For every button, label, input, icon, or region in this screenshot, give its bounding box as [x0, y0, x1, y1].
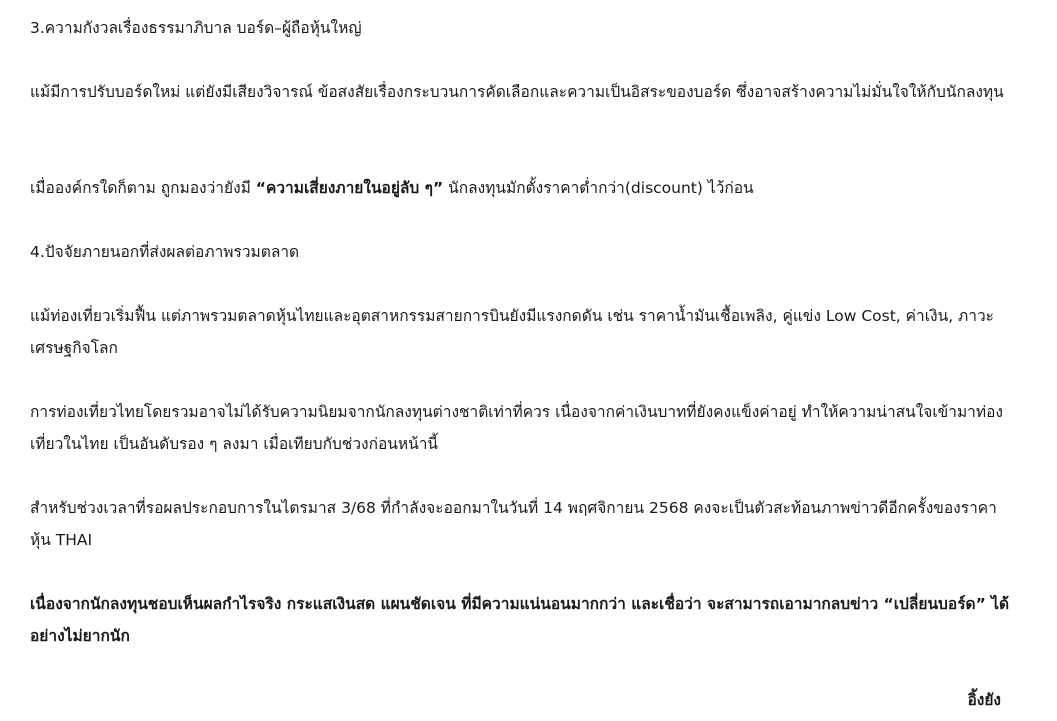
- author-signature: อิ้งยัง: [967, 691, 1001, 709]
- conclusion-paragraph: เนื่องจากนักลงทุนชอบเห็นผลกำไรจริง กระแสเงินสด แผนชัดเจน ที่มีความแน่นอนมากกว่า และเชื่อว่า จะสามารถเอามากลบข่าว “เปลี่ยนบอร์ด” ได้อย่างไม่ยากนัก: [30, 595, 1010, 645]
- internal-risk-emphasis: “ความเสี่ยงภายในอยู่ลับ ๆ”: [255, 179, 444, 197]
- board-concern-paragraph: แม้มีการปรับบอร์ดใหม่ แต่ยังมีเสียงวิจารณ์ ข้อสงสัยเรื่องกระบวนการคัดเลือกและความเป็นอิสระของบอร์ด ซึ่งอาจสร้างความไม่มั่นใจให้กับนักลงทุน: [30, 83, 1004, 101]
- tourism-paragraph: การท่องเที่ยวไทยโดยรวมอาจไม่ได้รับความนิยมจากนักลงทุนต่างชาติเท่าที่ควร เนื่องจากค่าเงินบาทที่ยังคงแข็งค่าอยู่ ทำให้ความน่าสนใจเข้ามาท่องเที่ยวในไทย เป็นอันดับรอง ๆ ลงมา เมื่อเทียบกับช่วงก่อนหน้านี้: [30, 403, 1003, 453]
- internal-risk-paragraph: [30, 172, 1015, 204]
- market-pressure-paragraph: แม้ท่องเที่ยวเริ่มฟื้น แต่ภาพรวมตลาดหุ้นไทยและอุตสาหกรรมสายการบินยังมีแรงกดดัน เช่น ราคาน้ำมันเชื้อเพลิง, คู่แข่ง Low Cost, ค่าเงิน, ภาวะเศรษฐกิจโลก: [30, 307, 994, 357]
- internal-risk-text-after: นักลงทุนมักตั้งราคาต่ำกว่า(discount) ไว้ก่อน: [443, 179, 754, 197]
- section-4-heading: 4.ปัจจัยภายนอกที่ส่งผลต่อภาพรวมตลาด: [30, 243, 300, 261]
- internal-risk-text-before: เมื่อองค์กรใดก็ตาม ถูกมองว่ายังมี: [30, 179, 256, 197]
- quarterly-results-paragraph: สำหรับช่วงเวลาที่รอผลประกอบการในไตรมาส 3/68 ที่กำลังจะออกมาในวันที่ 14 พฤศจิกายน 2568 คงจะเป็นตัวสะท้อนภาพข่าวดีอีกครั้งของราคาหุ้น THAI: [30, 499, 997, 549]
- section-3-heading: 3.ความกังวลเรื่องธรรมาภิบาล บอร์ด–ผู้ถือหุ้นใหญ่: [30, 19, 362, 37]
